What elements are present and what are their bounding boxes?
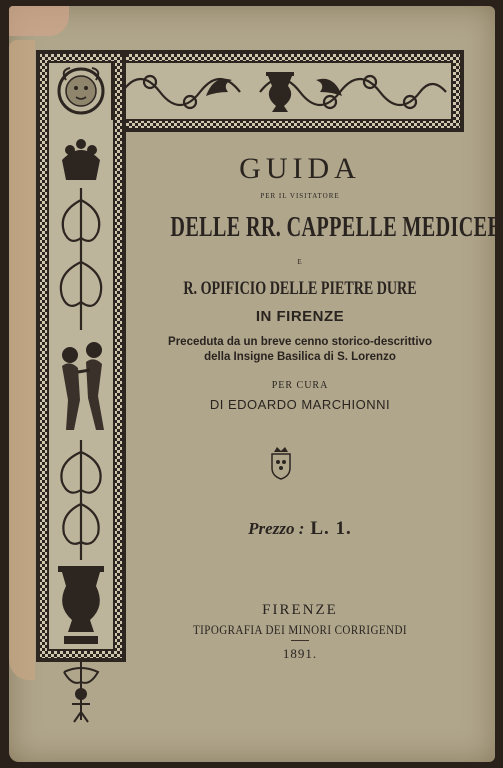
coat-of-arms-icon [268, 446, 294, 480]
conjunction: E [297, 258, 303, 266]
author-name: DI EDOARDO MARCHIONNI [209, 397, 391, 412]
face-medallion-icon [50, 64, 112, 118]
title: GUIDA [239, 152, 361, 185]
description-line-2: della Insigne Basilica di S. Lorenzo [204, 351, 396, 363]
description-line-1: Preceduta da un breve cenno storico-descrittivo [168, 336, 432, 348]
price-value: L. 1. [310, 518, 352, 539]
subtitle-visitatore: PER IL VISITATORE [260, 192, 340, 200]
location-heading: IN FIRENZE [255, 308, 345, 325]
heading-cappelle: DELLE RR. CAPPELLE MEDICEE [170, 212, 502, 243]
divider [291, 640, 309, 641]
imprint-year: 1891. [282, 646, 318, 661]
price [120, 518, 480, 540]
heading-opificio: R. OPIFICIO DELLE PIETRE DURE [183, 278, 417, 299]
price-label: Prezzo : [248, 519, 305, 538]
imprint-city: FIRENZE [262, 602, 338, 618]
imprint-printer: TIPOGRAFIA DEI MINORI CORRIGENDI [192, 622, 408, 637]
pendant-ornament-icon [64, 662, 98, 722]
editor-label: PER CURA [271, 380, 329, 391]
